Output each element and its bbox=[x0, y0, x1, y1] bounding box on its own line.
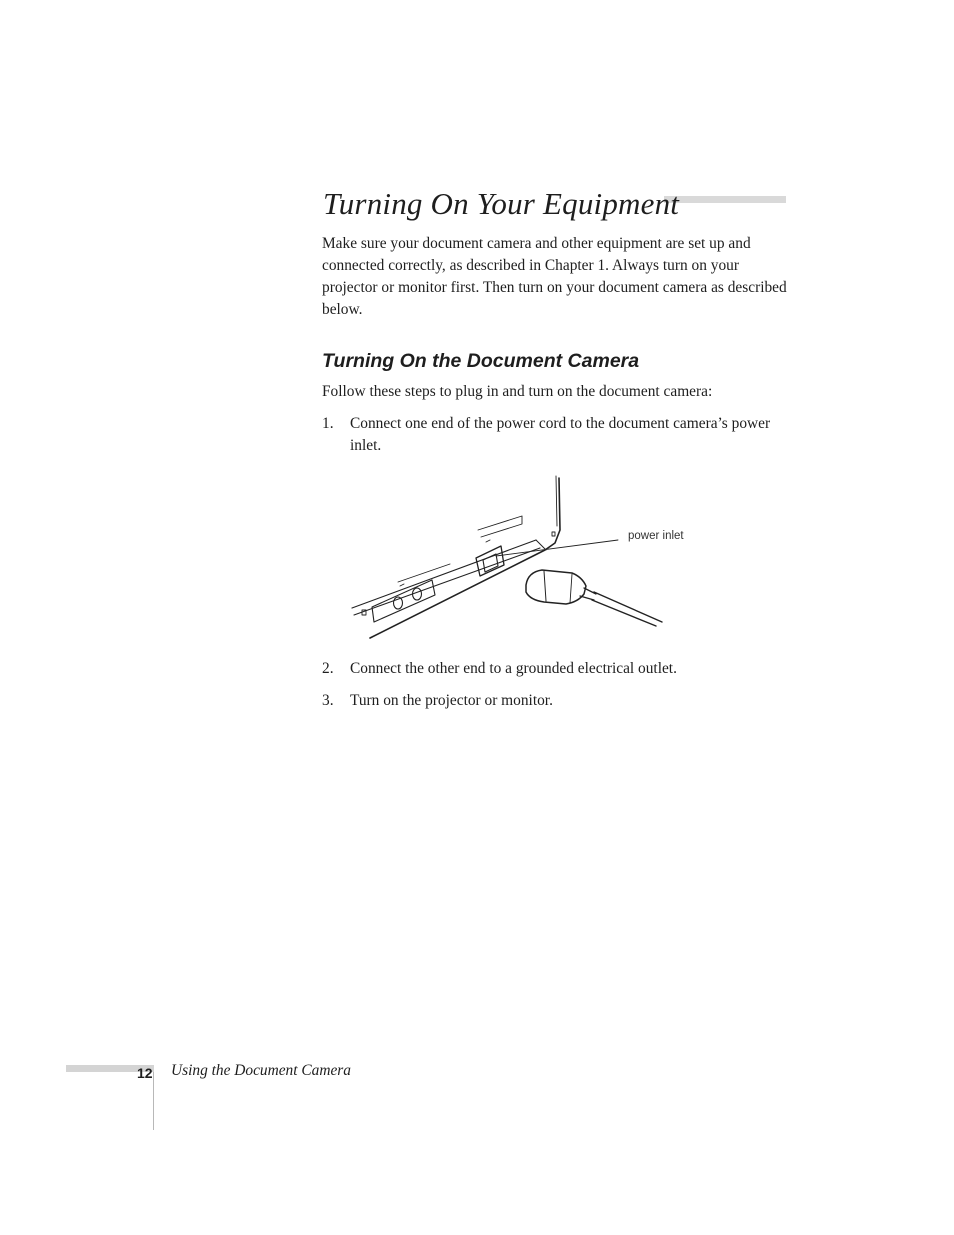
page-title: Turning On Your Equipment bbox=[323, 186, 680, 221]
step-number: 1. bbox=[322, 415, 334, 432]
lead-paragraph: Follow these steps to plug in and turn on the document camera: bbox=[322, 383, 713, 400]
intro-paragraph: Make sure your document camera and other equipment are set up and connected correctly, as described in Chapter 1. Always turn on your projector or monitor first. Then turn on your document camera as described below. bbox=[322, 235, 787, 318]
step-text: Connect the other end to a grounded electrical outlet. bbox=[350, 660, 677, 677]
step-1 bbox=[322, 413, 782, 457]
page-number: 12 bbox=[137, 1065, 153, 1081]
step-number: 3. bbox=[322, 692, 334, 709]
step-2 bbox=[322, 658, 782, 680]
footer-rule bbox=[153, 1072, 154, 1130]
step-text: Turn on the projector or monitor. bbox=[350, 692, 553, 709]
title-rule bbox=[664, 196, 786, 203]
running-head: Using the Document Camera bbox=[171, 1062, 351, 1079]
power-inlet-illustration bbox=[350, 470, 710, 640]
step-number: 2. bbox=[322, 660, 334, 677]
step-text: Connect one end of the power cord to the document camera’s power inlet. bbox=[350, 415, 771, 454]
power-inlet-callout: power inlet bbox=[628, 530, 684, 542]
section-heading: Turning On the Document Camera bbox=[322, 350, 640, 372]
step-3 bbox=[322, 690, 782, 712]
